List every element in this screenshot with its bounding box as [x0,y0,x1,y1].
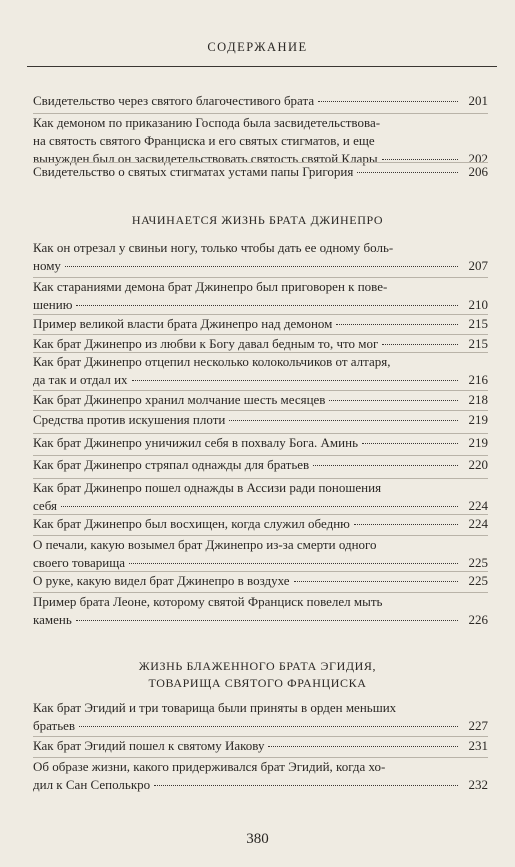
toc-entry [33,514,488,533]
toc-entry-title: Свидетельство о святых стигматах устами папы Григория [33,164,354,179]
toc-entry-title: Как брат Джинепро уничижил себя в похвалу Бога. Аминь [33,435,358,450]
leader-dots [268,746,458,747]
toc-entry-title: Как брат Джинепро хранил молчание шесть месяцев [33,392,326,407]
toc-entry-line: на святость святого Франциска и его святых стигматов, и еще [33,133,375,148]
leader-dots [79,726,458,727]
page-number: 380 [246,831,269,847]
leader-dots [382,344,458,345]
toc-entry-title: Как брат Джинепро был восхищен, когда служил обедню [33,516,350,531]
toc-entry [33,455,488,474]
toc-entry [33,433,488,452]
toc-entry-page: 231 [468,738,488,753]
toc-entry-line: Как демоном по приказанию Господа была засвидетельствова- [33,115,381,130]
toc-entry-title: да так и отдал их [33,372,128,387]
toc-entry-title: шению [33,297,73,312]
leader-dots [362,443,458,444]
toc-entry-line: Как брат Джинепро пошел однажды в Ассизи ради поношения [33,480,382,495]
toc-entry-page: 210 [468,297,488,312]
toc-entry-line: Как брат Эгидий и три товарища были приняты в орден меньших [33,700,397,715]
section-title-egidio-2: ТОВАРИЩА СВЯТОГО ФРАНЦИСКА [148,676,367,690]
toc-entry-title: братьев [33,718,76,733]
toc-entry-page: 202 [468,151,488,166]
toc-entry-title: Как брат Джинепро стряпал однажды для братьев [33,457,310,472]
toc-entry-page: 206 [468,164,488,179]
toc-entry-page: 207 [468,258,488,273]
toc-entry-line: Об образе жизни, какого придерживался брат Эгидий, когда хо- [33,759,386,774]
toc-entry-page: 216 [468,372,488,387]
toc-entry-title: О руке, какую видел брат Джинепро в воздухе [33,573,290,588]
toc-entry-page: 220 [468,457,488,472]
toc-entry-page: 224 [468,516,488,531]
toc-entry-title: Как брат Эгидий пошел к святому Иакову [33,738,265,753]
section-title-egidio-1: ЖИЗНЬ БЛАЖЕННОГО БРАТА ЭГИДИЯ, [138,659,377,673]
toc-entry-page: 218 [468,392,488,407]
toc-entry-title: вынужден был он засвидетельствовать святость святой Клары [33,151,378,166]
toc-entry-page: 201 [468,93,488,108]
toc-entry-line: Как стараниями демона брат Джинепро был приговорен к пове- [33,279,388,294]
toc-entry-page: 215 [468,316,488,331]
running-header: СОДЕРЖАНИЕ [207,40,308,54]
leader-dots [329,400,458,401]
section-title-ginepro: НАЧИНАЕТСЯ ЖИЗНЬ БРАТА ДЖИНЕПРО [131,213,384,227]
toc-entry-page: 219 [468,435,488,450]
toc-entry-page: 227 [468,718,488,733]
toc-entry-title: ному [33,258,61,273]
toc-entry-title: Свидетельство через святого благочестивого брата [33,93,315,108]
toc-entry [33,736,488,755]
toc-entry [33,410,488,429]
leader-dots [229,420,458,421]
leader-dots [65,266,458,267]
leader-dots [129,563,458,564]
toc-entry [33,592,488,629]
toc-entry-line: Как он отрезал у свиньи ногу, только чтобы дать ее одному боль- [33,240,394,255]
toc-entry [33,757,488,794]
toc-entry-title: Пример великой власти брата Джинепро над демоном [33,316,333,331]
toc-entry-title: себя [33,498,57,513]
leader-dots [354,524,458,525]
toc-entry [33,314,488,333]
toc-entry-page: 232 [468,777,488,792]
toc-entry-title: Как брат Джинепро из любви к Богу давал бедным то, что мог [33,336,379,351]
toc-entry [33,478,488,515]
toc-entry [33,277,488,314]
toc-entry-title: своего товарища [33,555,125,570]
toc-entry [33,162,488,181]
leader-dots [318,101,458,102]
toc-entry-page: 225 [468,573,488,588]
leader-dots [357,172,458,173]
toc-entry [33,699,488,735]
toc-entry-title: дил к Сан Сеполькро [33,777,151,792]
toc-entry-page: 224 [468,498,488,513]
toc-entry-line: Как брат Джинепро отцепил несколько колокольчиков от алтаря, [33,354,391,369]
leader-dots [313,465,458,466]
toc-entry-page: 225 [468,555,488,570]
toc-entry-line: Пример брата Леоне, которому святой Франциск повелел мыть [33,594,383,609]
toc-entry [33,352,488,389]
leader-dots [154,785,458,786]
toc-entry [33,535,488,572]
toc-entry-page: 219 [468,412,488,427]
toc-entry-title: камень [33,612,72,627]
toc-entry [33,113,488,168]
header-rule [27,66,497,67]
toc-entry [33,571,488,590]
toc-entry [33,334,488,353]
toc-entry-line: О печали, какую возымел брат Джинепро из-за смерти одного [33,537,377,552]
leader-dots [294,581,458,582]
leader-dots [61,506,458,507]
toc-entry [33,92,488,110]
toc-entry-page: 215 [468,336,488,351]
toc-entry [33,390,488,409]
leader-dots [76,620,458,621]
leader-dots [336,324,458,325]
toc-entry [33,239,488,275]
toc-entry-page: 226 [468,612,488,627]
leader-dots [132,380,458,381]
leader-dots [382,159,458,160]
leader-dots [76,305,458,306]
toc-entry-title: Средства против искушения плоти [33,412,226,427]
